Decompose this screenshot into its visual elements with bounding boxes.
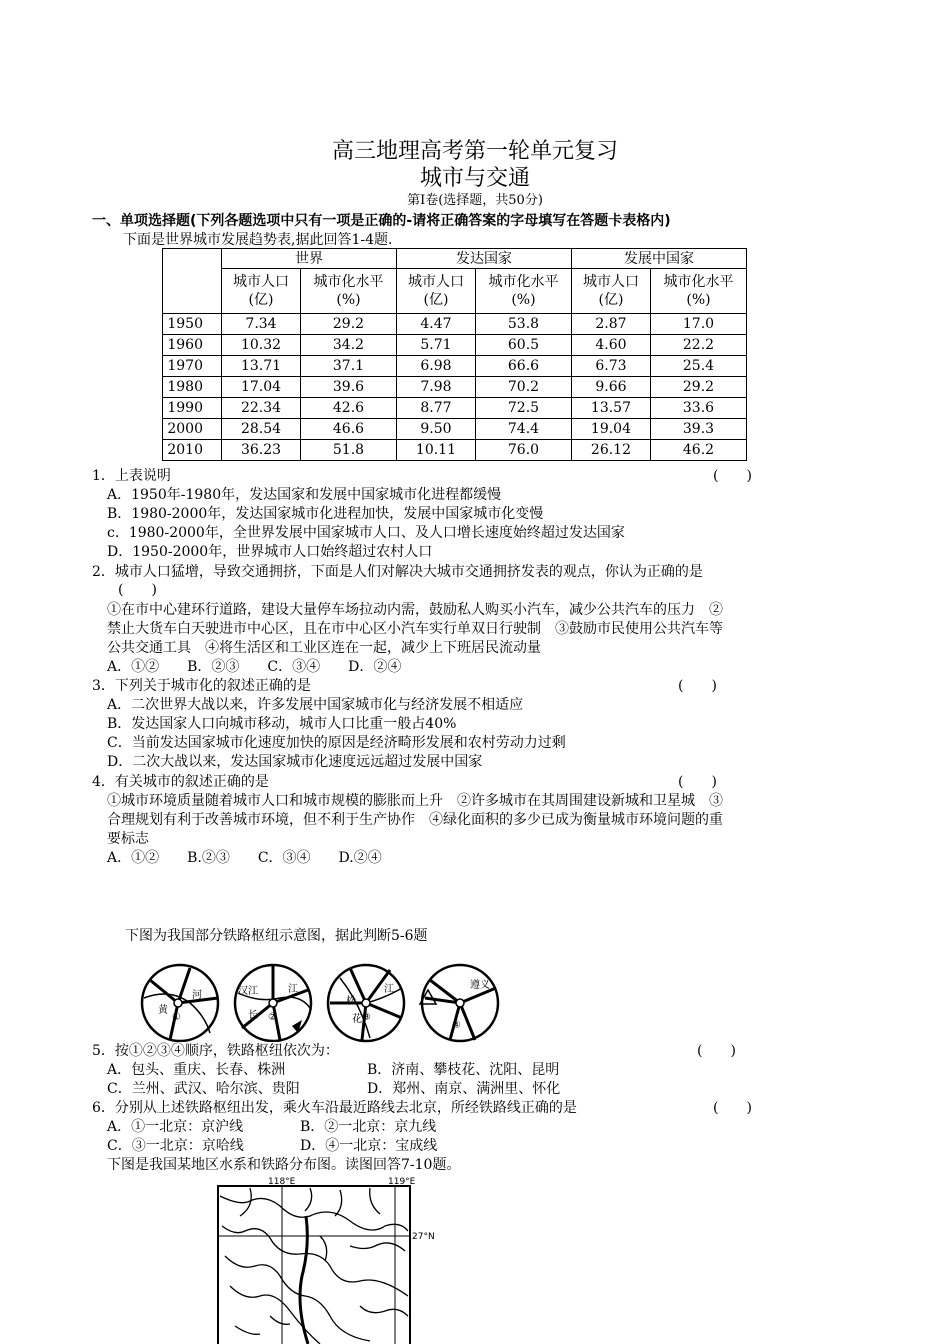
table-cell: 22.34 [222,398,301,419]
figure-label: 长 [248,1010,258,1021]
table-cell: 72.5 [475,398,571,419]
intro-map: 下图是我国某地区水系和铁路分布图。读图回答7-10题。 [107,1157,461,1173]
figure-label: ③ [362,1012,371,1023]
table-cell: 9.50 [396,419,475,440]
figure-label: 汉江 [238,986,258,997]
q2-statement-line: 禁止大货车白天驶进市中心区，且在市中心区小汽车实行单双日行驶制 ③鼓励市民使用公共汽车等 [107,621,723,637]
table-cell: 76.0 [475,440,571,461]
table-year-cell: 1990 [163,398,222,419]
q5-option-d: D．郑州、南京、满洲里、怀化 [367,1081,561,1097]
table-cell: 13.71 [222,356,301,377]
figure-label: 江 [288,984,298,995]
table-cell: 29.2 [300,314,396,335]
q5-answer-bracket: ( ) [697,1043,736,1059]
q4-options: A．①② B.②③ C．③④ D.②④ [107,850,382,866]
section-heading: 一、单项选择题(下列各题选项中只有一项是正确的-请将正确答案的字母填写在答题卡表格内) [92,213,671,229]
table-row [163,314,747,335]
q2-answer-bracket: ( ) [118,582,157,598]
table-cell: 29.2 [650,377,746,398]
table-group-header: 世界 [222,249,397,269]
table-year-cell: 2000 [163,419,222,440]
map-coordinate-label: 27°N [412,1232,435,1242]
water-railway-map [210,1176,450,1344]
table-cell: 46.6 [300,419,396,440]
table-row [163,377,747,398]
table-cell: 53.8 [475,314,571,335]
table-row [163,440,747,461]
table-cell: 33.6 [650,398,746,419]
table-cell: 34.2 [300,335,396,356]
q6-option-b: B．②一北京：京九线 [300,1119,437,1135]
q4-statement-line: 合理规划有利于改善城市环境，但不利于生产协作 ④绿化面积的多少已成为衡量城市环境问题的重 [107,812,723,828]
table-col-header: 城市化水平 (%) [475,269,571,314]
table-cell: 39.6 [300,377,396,398]
table-cell: 17.04 [222,377,301,398]
q2-statement-line: 公共交通工具 ④将生活区和工业区连在一起，减少上下班居民流动量 [107,640,541,656]
figure-label: 松 [346,996,356,1007]
q5-stem: 5．按①②③④顺序，铁路枢纽依次为： [92,1042,339,1061]
table-cell: 70.2 [475,377,571,398]
q4-statement-line: 要标志 [107,831,149,847]
table-row [163,356,747,377]
q3-option-a: A．二次世界大战以来，许多发展中国家城市化与经济发展不相适应 [107,697,524,713]
table-cell: 37.1 [300,356,396,377]
table-cell: 66.6 [475,356,571,377]
q1-option-a: A．1950年-1980年，发达国家和发展中国家城市化进程都缓慢 [107,487,502,503]
q4-stem: 4．有关城市的叙述正确的是 [92,774,269,790]
q3-option-d: D．二次大战以来，发达国家城市化速度远远超过发展中国家 [107,754,483,770]
table-cell: 6.98 [396,356,475,377]
q4-answer-bracket: ( ) [678,774,717,790]
q2-stem: 2．城市人口猛增，导致交通拥挤，下面是人们对解决大城市交通拥挤发表的观点，你认为正确的是 [92,564,703,580]
table-col-header: 城市人口 (亿) [222,269,301,314]
table-row [163,335,747,356]
table-year-cell: 1960 [163,335,222,356]
map-coordinate-label: 119°E [388,1177,416,1187]
q6-option-d: D．④一北京：宝成线 [300,1138,438,1154]
q6-option-a: A．①一北京：京沪线 [107,1119,244,1135]
q5-option-c: C．兰州、武汉、哈尔滨、贵阳 [107,1081,300,1097]
table-cell: 13.57 [571,398,650,419]
q6-answer-bracket: ( ) [713,1100,752,1116]
q1-option-b: B．1980-2000年，发达国家城市化进程加快，发展中国家城市化变慢 [107,506,544,522]
section-info: 第Ⅰ卷(选择题，共50分) [407,193,543,208]
q4-statement-line: ①城市环境质量随着城市人口和城市规模的膨胀而上升 ②许多城市在其周围建设新城和卫星城 ③ [107,793,723,809]
table-cell: 60.5 [475,335,571,356]
table-cell: 46.2 [650,440,746,461]
figure-label: 遵义 [470,980,490,991]
table-col-header: 城市化水平 (%) [300,269,396,314]
table-row [163,419,747,440]
table-cell: 74.4 [475,419,571,440]
table-year-cell: 2010 [163,440,222,461]
table-col-header: 城市人口 (亿) [396,269,475,314]
table-cell: 17.0 [650,314,746,335]
table-group-header: 发展中国家 [571,249,746,269]
table-year-cell: 1950 [163,314,222,335]
table-cell: 4.47 [396,314,475,335]
figure-label: 河 [192,990,202,1001]
intro-railway-figure: 下图为我国部分铁路枢纽示意图，据此判断5-6题 [125,928,428,944]
map-coordinate-label: 118°E [268,1177,296,1187]
table-col-header: 城市人口 (亿) [571,269,650,314]
table-cell: 2.87 [571,314,650,335]
figure-label: ④ [452,1020,461,1031]
table-cell: 10.32 [222,335,301,356]
intro-table: 下面是世界城市发展趋势表,据此回答1-4题. [123,232,393,248]
table-col-header: 城市化水平 (%) [650,269,746,314]
table-year-cell: 1970 [163,356,222,377]
urbanization-table [162,248,747,461]
q1-option-c: c．1980-2000年，全世界发展中国家城市人口、及人口增长速度始终超过发达国家 [107,525,625,541]
table-cell: 5.71 [396,335,475,356]
table-cell: 25.4 [650,356,746,377]
table-cell: 36.23 [222,440,301,461]
figure-label: ② [268,1012,277,1023]
table-cell: 51.8 [300,440,396,461]
q1-stem: 1．上表说明 [92,468,171,484]
figure-label: 花 [352,1014,362,1025]
q3-option-c: C．当前发达国家城市化速度加快的原因是经济畸形发展和农村劳动力过剩 [107,735,566,751]
table-cell: 28.54 [222,419,301,440]
figure-label: ① [172,1012,181,1023]
table-year-cell: 1980 [163,377,222,398]
table-group-header: 发达国家 [396,249,571,269]
table-cell: 7.98 [396,377,475,398]
table-cell: 8.77 [396,398,475,419]
table-cell: 39.3 [650,419,746,440]
table-cell: 7.34 [222,314,301,335]
q1-option-d: D．1950-2000年，世界城市人口始终超过农村人口 [107,544,433,560]
table-cell: 22.2 [650,335,746,356]
table-cell: 42.6 [300,398,396,419]
railway-hub-figure [130,958,510,1048]
q6-option-c: C．③一北京：京哈线 [107,1138,244,1154]
q3-answer-bracket: ( ) [678,678,717,694]
q6-stem: 6．分别从上述铁路枢纽出发，乘火车沿最近路线去北京，所经铁路线正确的是 [92,1100,577,1116]
table-cell: 9.66 [571,377,650,398]
q3-stem: 3．下列关于城市化的叙述正确的是 [92,678,311,694]
q2-statement-line: ①在市中心建环行道路，建设大量停车场拉动内需，鼓励私人购买小汽车，减少公共汽车的压力 ② [107,602,723,618]
table-cell: 6.73 [571,356,650,377]
q5-option-b: B．济南、攀枝花、沈阳、昆明 [367,1062,560,1078]
table-corner [163,249,222,314]
table-cell: 19.04 [571,419,650,440]
q2-options: A．①② B．②③ C．③④ D．②④ [107,659,402,675]
doc-title: 高三地理高考第一轮单元复习 [331,139,618,164]
table-cell: 26.12 [571,440,650,461]
q1-answer-bracket: ( ) [713,468,752,484]
table-row [163,398,747,419]
figure-label: 江 [384,984,394,995]
table-cell: 10.11 [396,440,475,461]
q5-option-a: A．包头、重庆、长春、株洲 [107,1062,286,1078]
table-cell: 4.60 [571,335,650,356]
q3-option-b: B．发达国家人口向城市移动，城市人口比重一般占40% [107,716,457,732]
figure-label: 黄 [158,1005,168,1016]
doc-subtitle: 城市与交通 [419,166,530,191]
